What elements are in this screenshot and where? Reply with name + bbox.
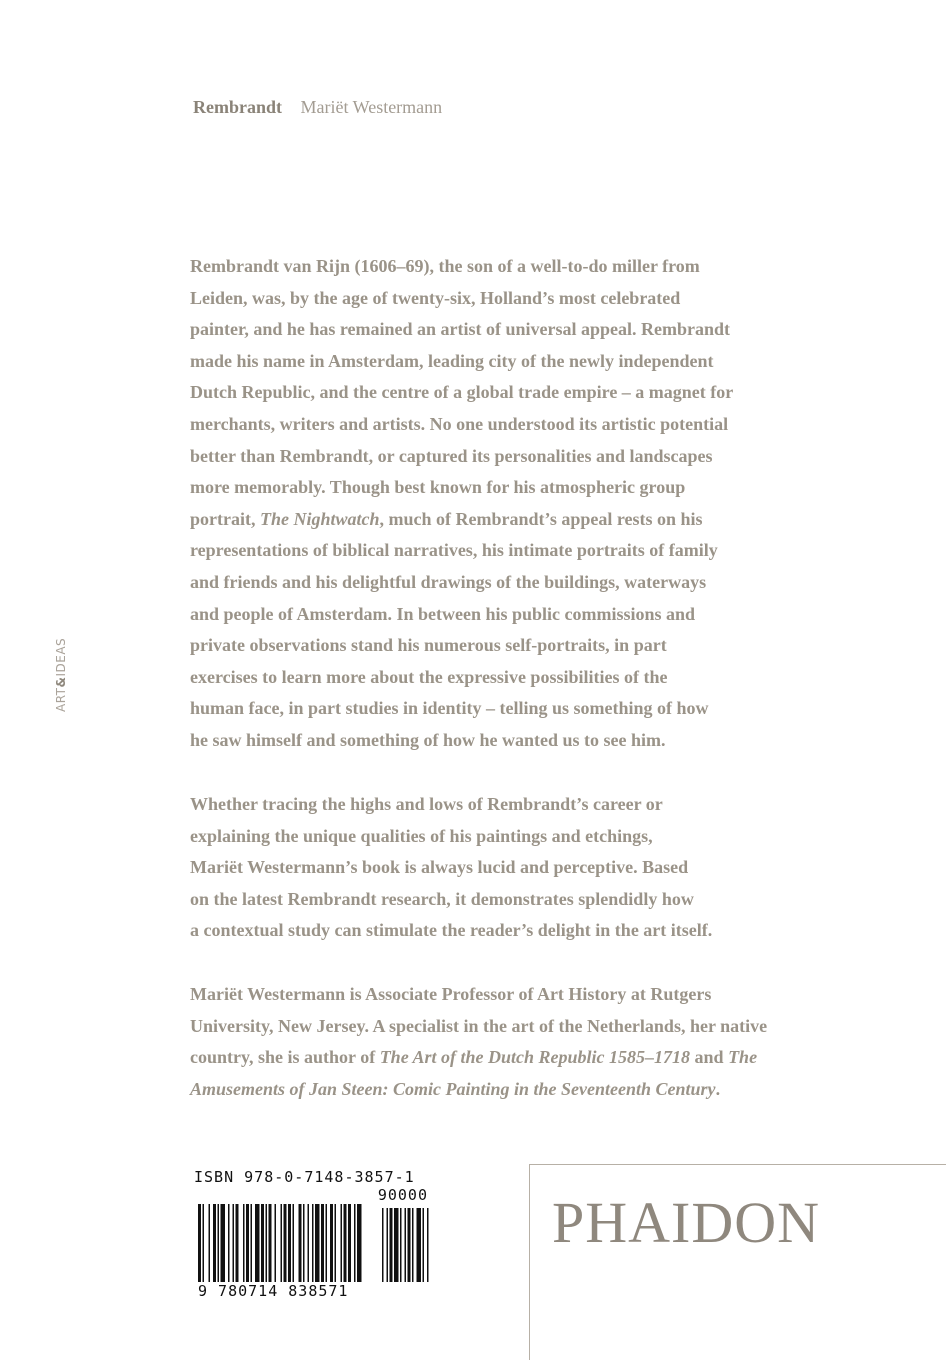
text-line: representations of biblical narratives, his intimate portraits of family: [190, 540, 718, 561]
work-title: The: [728, 1047, 758, 1068]
text-line: he saw himself and something of how he wanted us to see him.: [190, 729, 666, 750]
text-line: [190, 1042, 758, 1074]
text-segment: , much of Rembrandt’s appeal rests on his: [379, 508, 703, 529]
text-line: [190, 1074, 750, 1106]
text-line: Whether tracing the highs and lows of Rembrandt’s career or: [190, 794, 663, 814]
text-segment: country, she is author of: [190, 1047, 380, 1068]
text-line: painter, and he has remained an artist of universal appeal. Rembrandt: [190, 319, 731, 340]
author-bio-paragraph: [190, 979, 768, 1105]
barcode-addon-number: 90000: [377, 1186, 428, 1204]
text-line: a contextual study can stimulate the reader’s delight in the art itself.: [190, 920, 713, 941]
series-label-part: IDEAS: [54, 637, 68, 677]
header: [193, 97, 442, 118]
text-line: and friends and his delightful drawings of the buildings, waterways: [190, 571, 707, 592]
text-line: and people of Amsterdam. In between his public commissions and: [190, 603, 696, 624]
text-line: merchants, writers and artists. No one understood its artistic potential: [190, 413, 729, 434]
work-title: The Art of the Dutch Republic 1585–1718: [379, 1047, 691, 1068]
work-title: Amusements of Jan Steen: Comic Painting in the Seventeenth Century: [190, 1078, 716, 1099]
series-label: [54, 638, 68, 712]
review-paragraph: [190, 789, 750, 947]
text-line: University, New Jersey. A specialist in the art of the Netherlands, her native: [190, 1015, 768, 1036]
text-line: Mariët Westermann’s book is always lucid and perceptive. Based: [190, 857, 689, 878]
text-line: Dutch Republic, and the centre of a global trade empire – a magnet for: [190, 382, 734, 403]
text-line: made his name in Amsterdam, leading city of the newly independent: [190, 350, 714, 371]
text-segment: and: [690, 1047, 729, 1068]
text-segment: portrait,: [190, 508, 260, 529]
isbn-barcode: [190, 1168, 440, 1308]
text-line: [190, 504, 750, 536]
text-line: Leiden, was, by the age of twenty-six, Holland’s most celebrated: [190, 287, 681, 308]
book-author: Mariët Westermann: [300, 97, 443, 117]
series-label-ampersand: &: [54, 676, 68, 688]
text-line: exercises to learn more about the expressive possibilities of the: [190, 666, 668, 687]
barcode-bars: [190, 1204, 440, 1284]
work-title: The Nightwatch: [259, 508, 380, 529]
publisher-panel: [529, 1164, 946, 1360]
series-label-part: ART: [54, 687, 68, 712]
text-line: private observations stand his numerous self-portraits, in part: [190, 635, 667, 656]
publisher-logo: PHAIDON: [552, 1190, 820, 1255]
text-line: more memorably. Though best known for his atmospheric group: [190, 477, 686, 498]
book-title: Rembrandt: [193, 97, 282, 117]
text-line: Rembrandt van Rijn (1606–69), the son of a well-to-do miller from: [190, 256, 700, 276]
text-line: explaining the unique qualities of his paintings and etchings,: [190, 825, 653, 846]
isbn-text: ISBN 978-0-7148-3857-1: [194, 1168, 415, 1186]
barcode-digits: 9 780714 838571: [198, 1282, 349, 1300]
text-line: better than Rembrandt, or captured its personalities and landscapes: [190, 445, 713, 466]
text-line: human face, in part studies in identity – telling us something of how: [190, 698, 709, 719]
text-line: on the latest Rembrandt research, it demonstrates splendidly how: [190, 888, 694, 909]
description-paragraph: [190, 251, 750, 757]
text-segment: .: [715, 1078, 721, 1099]
text-line: Mariët Westermann is Associate Professor of Art History at Rutgers: [190, 984, 712, 1004]
